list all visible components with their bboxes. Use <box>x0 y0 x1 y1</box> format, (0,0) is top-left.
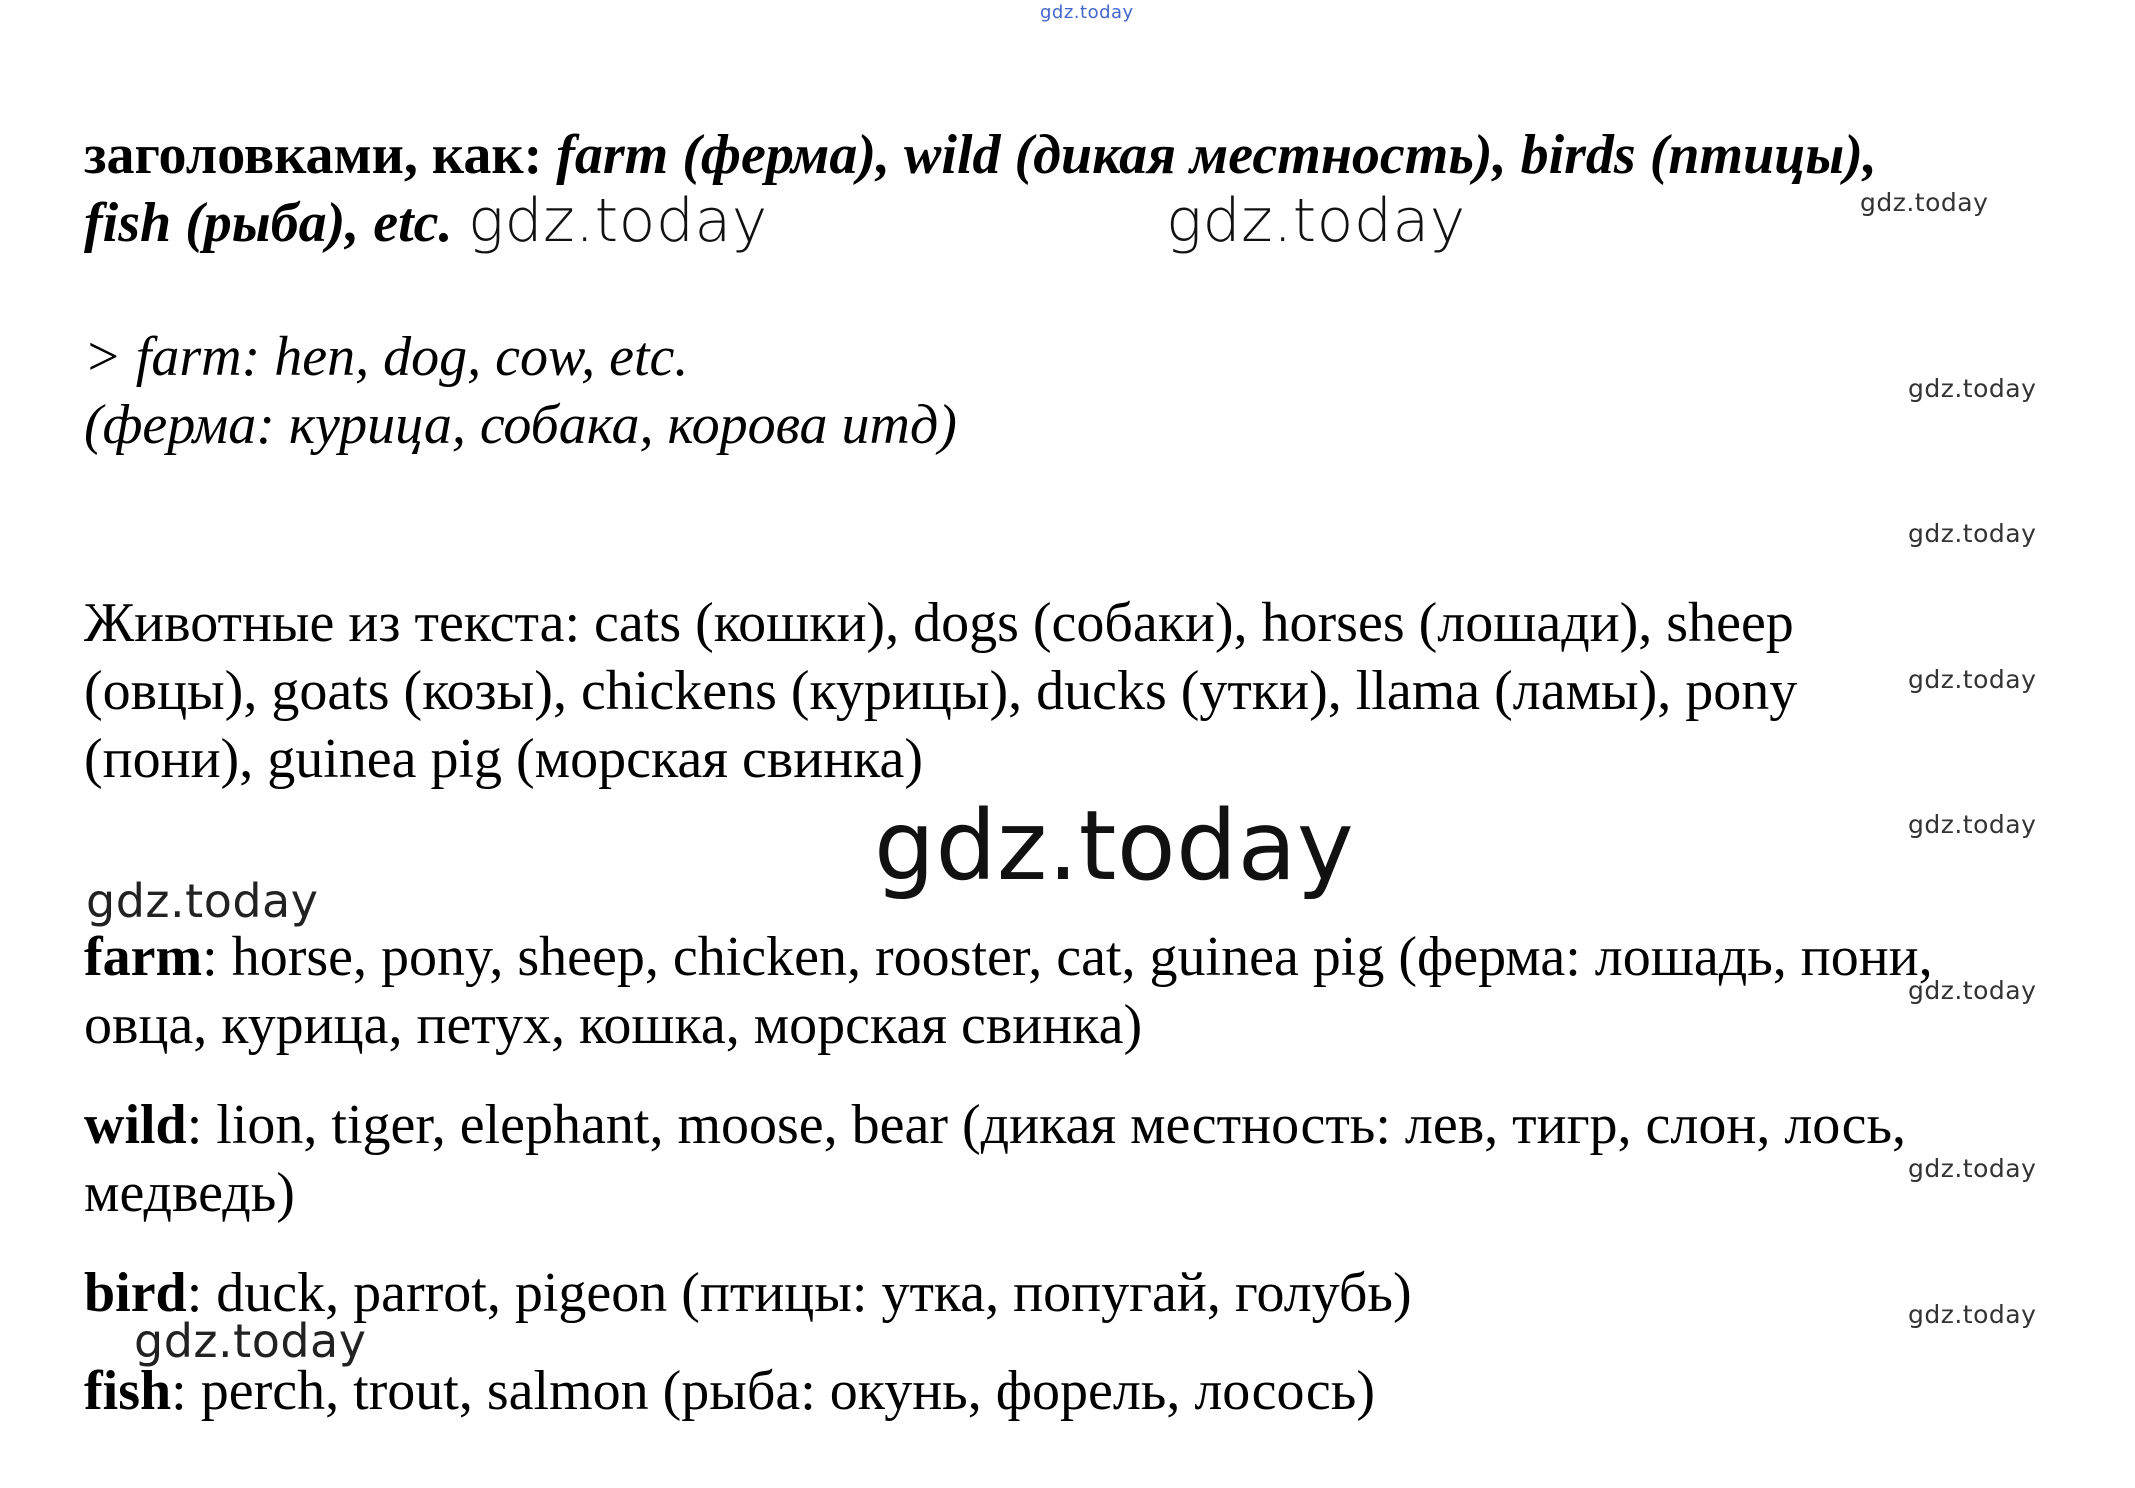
watermark-heading-center: gdz.today <box>1166 186 1466 256</box>
watermark-right-4: gdz.today <box>1908 810 2037 839</box>
category-fish-line-1 <box>84 1358 1375 1424</box>
category-farm-line-1 <box>84 924 1933 990</box>
category-farm-term: farm <box>84 926 203 988</box>
watermark-top: gdz.today <box>1040 2 1134 23</box>
category-wild-list: : lion, tiger, elephant, moose, bear (дикая местность: лев, тигр, слон, лось, <box>186 1094 1907 1156</box>
watermark-heading-right: gdz.today <box>1860 188 1989 217</box>
heading-categories-end: fish (рыба), etc. <box>84 192 453 254</box>
heading-line-2 <box>84 190 453 256</box>
animals-line-1: Животные из текста: cats (кошки), dogs (собаки), horses (лошади), sheep <box>84 592 1794 654</box>
category-farm-line-2: овца, курица, петух, кошка, морская свинка) <box>84 994 1143 1056</box>
category-bird-term: bird <box>84 1262 187 1324</box>
category-bird-list: : duck, parrot, pigeon (птицы: утка, попугай, голубь) <box>186 1262 1412 1324</box>
category-wild-term: wild <box>84 1094 187 1156</box>
watermark-right-1: gdz.today <box>1908 374 2037 403</box>
example-line-1: > farm: hen, dog, cow, etc. <box>84 326 689 388</box>
example-line-2: (ферма: курица, собака, корова итд) <box>84 394 957 456</box>
watermark-right-5: gdz.today <box>1908 976 2037 1005</box>
watermark-heading-inline: gdz.today <box>468 186 768 256</box>
category-fish-list: : perch, trout, salmon (рыба: окунь, форель, лосось) <box>171 1360 1375 1422</box>
watermark-right-6: gdz.today <box>1908 1154 2037 1183</box>
category-wild-line-1 <box>84 1092 1906 1158</box>
watermark-right-7: gdz.today <box>1908 1300 2037 1329</box>
category-wild-line-2: медведь) <box>84 1162 295 1224</box>
watermark-right-3: gdz.today <box>1908 665 2037 694</box>
animals-line-3: (пони), guinea pig (морская свинка) <box>84 728 924 790</box>
category-fish-term: fish <box>84 1360 172 1422</box>
heading-line-1 <box>84 122 1877 188</box>
watermark-right-2: gdz.today <box>1908 519 2037 548</box>
watermark-left-2: gdz.today <box>134 1314 367 1368</box>
animals-line-2: (овцы), goats (козы), chickens (курицы), ducks (утки), llama (ламы), pony <box>84 660 1798 722</box>
watermark-left-1: gdz.today <box>86 874 319 928</box>
category-farm-list: : horse, pony, sheep, chicken, rooster, cat, guinea pig (ферма: лошадь, пони, <box>202 926 1933 988</box>
heading-plain: заголовками, как: <box>84 124 557 186</box>
watermark-center-large: gdz.today <box>874 790 1355 902</box>
heading-categories: farm (ферма), wild (дикая местность), birds (птицы), <box>556 124 1877 186</box>
